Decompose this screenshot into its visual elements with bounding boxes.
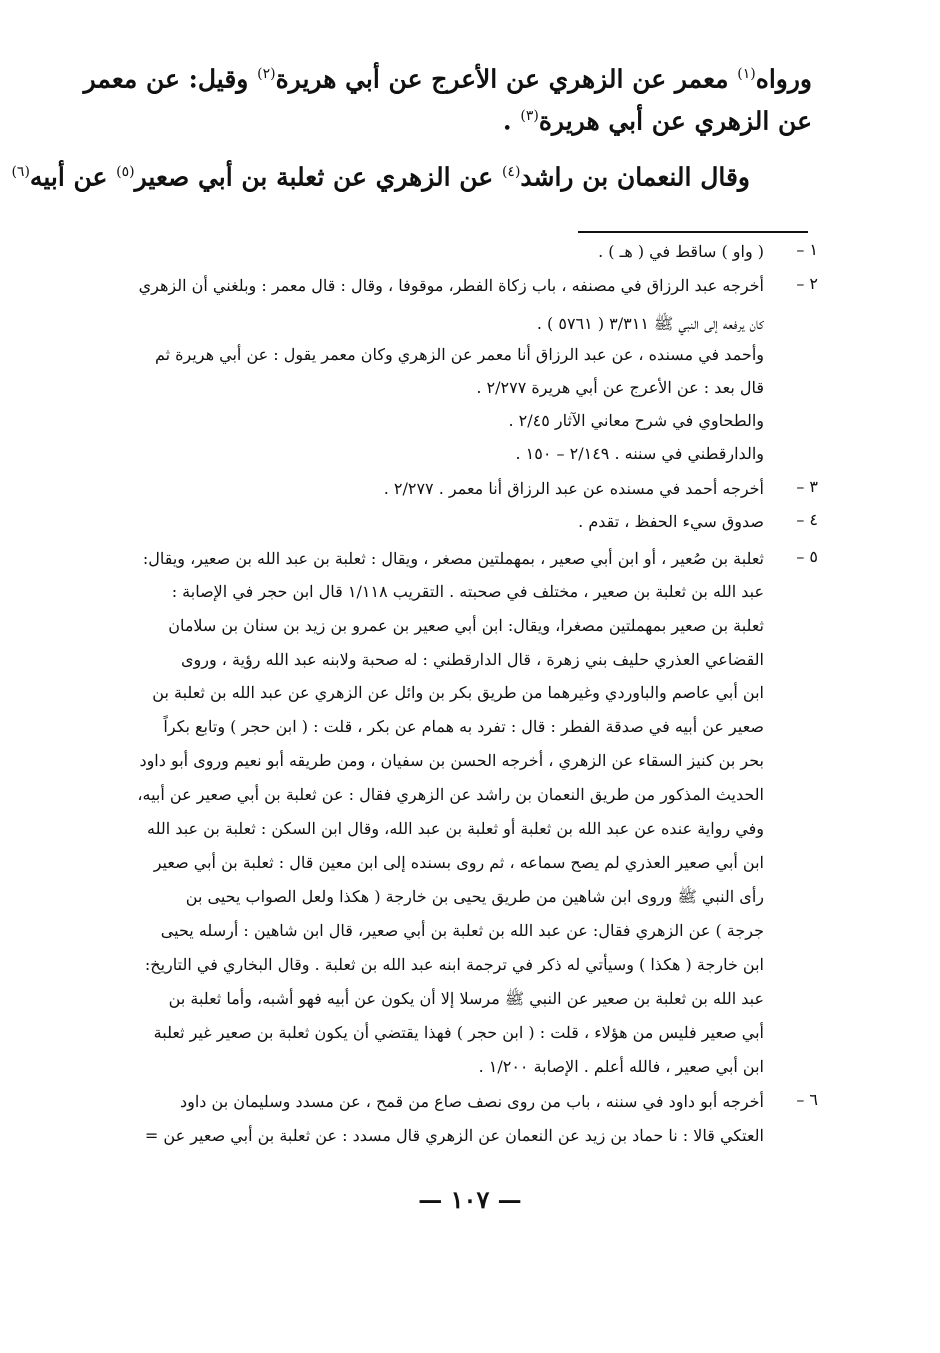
footnote-line: رأى النبي ﷺ وروى ابن شاهين من طريق يحيى بن خارجة ( هكذا ولعل الصواب يحيى بن <box>185 887 764 906</box>
footnote-line: وأحمد في مسنده ، عن عبد الرزاق أنا معمر عن الزهري وكان معمر يقول : عن أبي هريرة ثم <box>154 345 764 364</box>
page-number: — ١٠٧ — <box>418 1185 522 1214</box>
footnote-number: ٥ – <box>796 547 818 566</box>
footnote-ref[interactable]: (٢) <box>257 66 276 82</box>
footnote-line: ابن أبي صعير ، فالله أعلم . الإصابة ١/٢٠٠ . <box>478 1057 764 1076</box>
footnote-line: والدارقطني في سننه . ٢/١٤٩ – ١٥٠ . <box>515 444 764 463</box>
main-text-line: عن الزهري عن أبي هريرة$^{(٣)}$ . <box>502 106 812 136</box>
footnote-line: قال بعد : عن الأعرج عن أبي هريرة ٢/٢٧٧ . <box>476 378 764 397</box>
footnote-line: صدوق سيء الحفظ ، تقدم . <box>578 512 764 531</box>
footnote-separator <box>578 231 808 233</box>
footnote-line: عبد الله بن ثعلبة بن صعير عن النبي ﷺ مرسلا إلا أن يكون عن أبيه فهو أشبه، وأما ثعلبة بن <box>168 989 764 1008</box>
footnote-line: وفي رواية عنده عن عبد الله بن ثعلبة أو ثعلبة بن عبد الله، وقال ابن السكن : ثعلبة بن عبد الله <box>147 819 764 838</box>
footnote-number: ٢ – <box>796 274 818 293</box>
footnote-line: جرجة ) عن الزهري فقال: عن عبد الله بن ثعلبة بن أبي صعير، قال ابن شاهين : أرسله يحيى <box>160 921 764 940</box>
footnote-line: ( واو ) ساقط في ( هـ ) . <box>598 242 764 261</box>
footnote-ref[interactable]: (١) <box>737 66 756 82</box>
footnote-ref[interactable]: (٥) <box>116 164 135 180</box>
main-text-line: ورواه$^{(١)}$ معمر عن الزهري عن الأعرج عن أبي هريرة$^{(٢)}$ وقيل: عن معمر <box>83 64 812 94</box>
footnote-line: أبي صعير فليس من هؤلاء ، قلت : ( ابن حجر ) فهذا يقتضي أن يكون ثعلبة بن صعير غير ثعلبة <box>153 1023 764 1042</box>
footnote-ref[interactable]: (٣) <box>520 108 539 124</box>
footnote-line: والطحاوي في شرح معاني الآثار ٢/٤٥ . <box>508 411 764 430</box>
footnote-line: القضاعي العذري حليف بني زهرة ، قال الدارقطني : له صحبة ولابنه عبد الله رؤية ، وروى <box>180 650 764 669</box>
footnote-line: ابن خارجة ( هكذا ) وسيأتي له ذكر في ترجمة ابنه عبد الله بن ثعلبة . وقال البخاري في التاريخ: <box>144 955 764 974</box>
footnote-line: كان يرفعه إلى النبي ﷺ ٣/٣١١ ( ٥٧٦١ ) . <box>536 314 764 333</box>
footnote-line: عبد الله بن ثعلبة بن صعير ، مختلف في صحبته . التقريب ١/١١٨ قال ابن حجر في الإصابة : <box>171 582 764 601</box>
footnote-line: بحر بن كنيز السقاء عن الزهري ، أخرجه الحسن بن سفيان ، ومن طريقه أبو نعيم وروى أبو داود <box>139 751 764 770</box>
footnote-ref[interactable]: (٤) <box>501 164 521 180</box>
footnote-line: أخرجه أحمد في مسنده عن عبد الرزاق أنا معمر . ٢/٢٧٧ . <box>383 479 764 498</box>
footnote-line: ابن أبي عاصم والباوردي وغيرهما من طريق بكر بن وائل عن الزهري عن عبد الله بن ثعلبة بن <box>152 683 764 702</box>
footnote-ref[interactable]: (٦) <box>11 164 30 180</box>
main-text-line: وقال النعمان بن راشد$^{(٤)}$ عن الزهري عن ثعلبة بن أبي صعير$^{(٥)}$ عن أبيه$^{(٦)}$ <box>11 162 750 192</box>
footnote-line: الحديث المذكور من طريق النعمان بن راشد عن الزهري فقال : عن ثعلبة بن أبي صعير عن أبيه، <box>137 785 764 804</box>
footnote-line: ثعلبة بن صُعير ، أو ابن أبي صعير ، بمهملتين مصغر ، ويقال : ثعلبة بن عبد الله بن صعير، ويقال: <box>142 549 764 568</box>
footnote-line: صعير عن أبيه في صدقة الفطر : قال : تفرد به همام عن بكر ، قلت : ( ابن حجر ) وتابع بكراً <box>163 717 764 736</box>
footnote-line: أخرجه أبو داود في سننه ، باب من روى نصف صاع من قمح ، عن مسدد وسليمان بن داود <box>180 1092 764 1111</box>
footnote-line: ابن أبي صعير العذري لم يصح سماعه ، ثم روى بسنده إلى ابن معين قال : ثعلبة بن أبي صعير <box>153 853 764 872</box>
footnote-number: ١ – <box>796 240 818 259</box>
footnote-number: ٦ – <box>796 1090 818 1109</box>
footnote-line: أخرجه عبد الرزاق في مصنفه ، باب زكاة الفطر، موقوفا ، وقال : قال معمر : وبلغني أن الزهري <box>138 276 764 295</box>
footnote-number: ٣ – <box>796 477 818 496</box>
footnote-number: ٤ – <box>796 510 818 529</box>
footnote-line: العتكي قالا : نا حماد بن زيد عن النعمان عن الزهري قال مسدد : عن ثعلبة بن أبي صعير عن = <box>144 1126 764 1145</box>
footnote-line: ثعلبة بن صعير بمهملتين مصغرا، ويقال: ابن أبي صعير بن عمرو بن زيد بن سنان بن سلامان <box>168 616 764 635</box>
